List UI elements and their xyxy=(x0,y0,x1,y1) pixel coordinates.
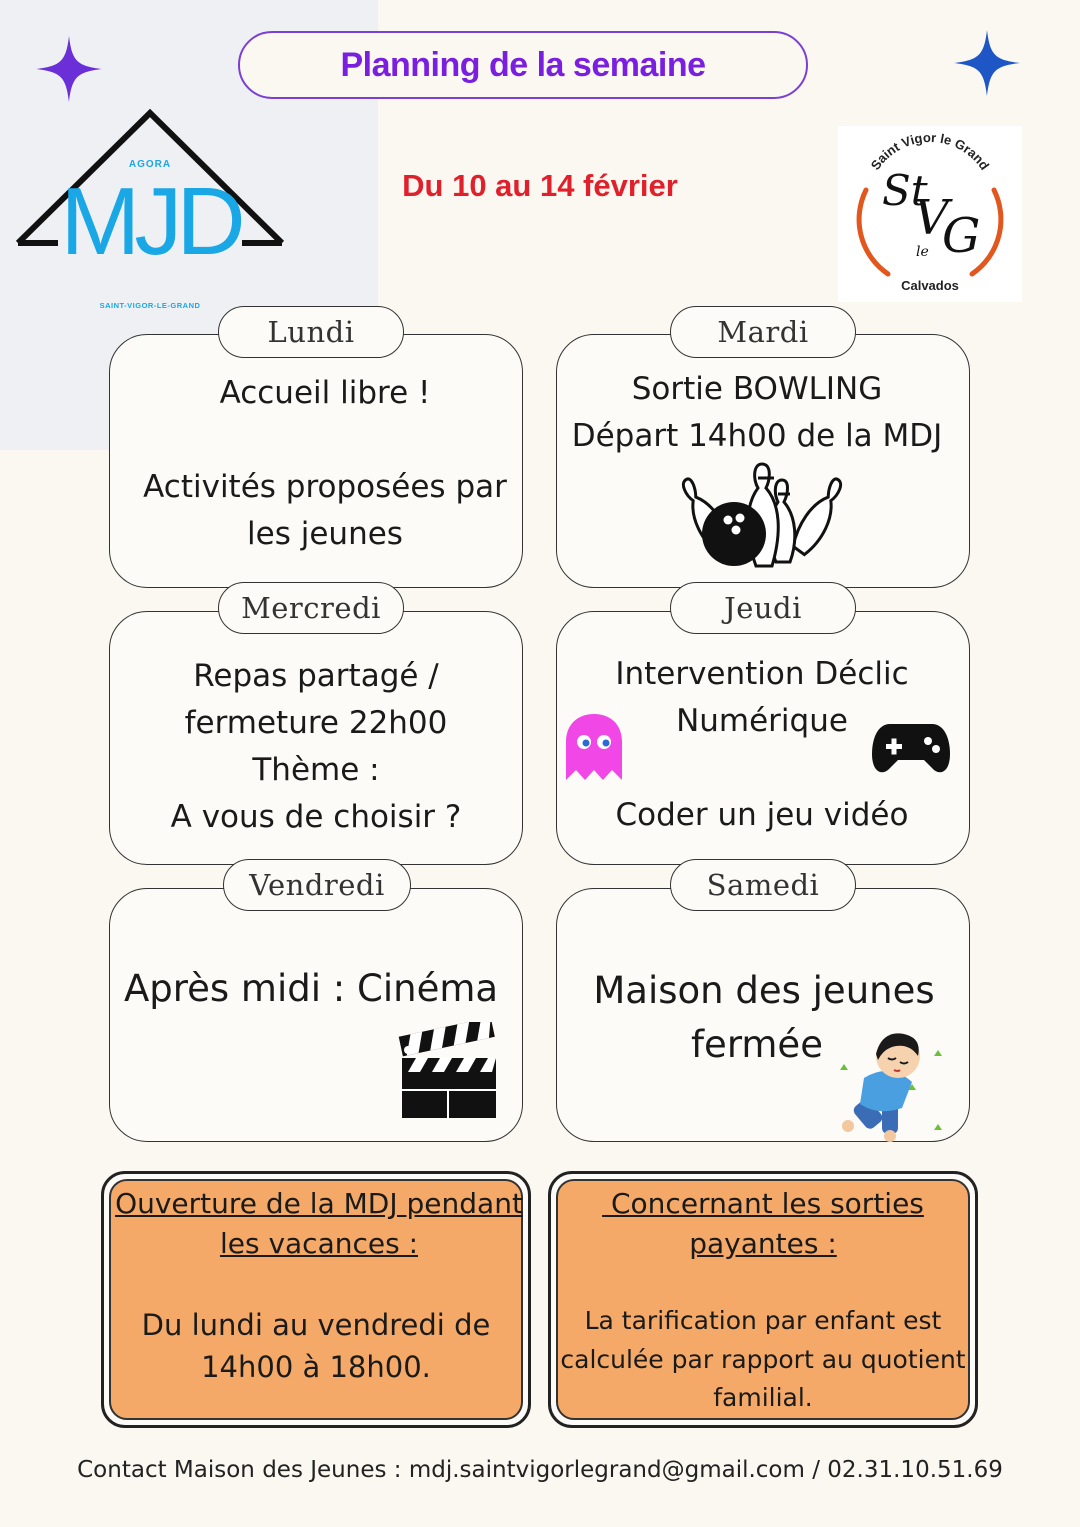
mercredi-content xyxy=(110,653,522,841)
mercredi-line-1: Repas partagé / xyxy=(193,658,439,694)
lundi-line-2 xyxy=(115,417,535,464)
vacances-body xyxy=(109,1304,523,1388)
mercredi-line-2: fermeture 22h00 xyxy=(184,705,448,741)
sparkle-star-blue-icon xyxy=(954,30,1020,96)
jeudi-line-2: Numérique xyxy=(676,703,848,739)
day-label-vendredi: Vendredi xyxy=(223,859,411,911)
sorties-body-line-3: familial. xyxy=(713,1383,813,1412)
day-label-mercredi: Mercredi xyxy=(218,582,404,634)
vacances-heading-line-2: les vacances : xyxy=(219,1227,419,1260)
vacances-body-line-2: 14h00 à 18h00. xyxy=(201,1350,431,1384)
clapperboard-icon xyxy=(398,1022,498,1120)
week-dates: Du 10 au 14 février xyxy=(402,168,678,203)
sorties-heading-line-2: payantes : xyxy=(689,1227,837,1260)
samedi-line-1: Maison des jeunes xyxy=(593,969,935,1012)
mardi-content xyxy=(556,366,958,460)
sleeping-boy-icon xyxy=(838,1026,952,1142)
lundi-line-3: Activités proposées par xyxy=(143,469,507,505)
vacances-heading xyxy=(110,1184,528,1264)
vacances-heading-line-1: Ouverture de la MDJ pendant xyxy=(115,1187,523,1220)
day-label-jeudi: Jeudi xyxy=(670,582,856,634)
samedi-line-2: fermée xyxy=(691,1023,823,1066)
day-label-samedi: Samedi xyxy=(670,859,856,911)
mardi-line-1: Sortie BOWLING xyxy=(631,371,883,407)
bowling-icon xyxy=(678,460,846,574)
svg-logo-le: le xyxy=(916,244,929,260)
svg-logo-st: St xyxy=(882,166,928,215)
logo-town-text: SAINT-VIGOR-LE-GRAND xyxy=(99,301,201,310)
lundi-content xyxy=(115,370,535,558)
day-label-lundi: Lundi xyxy=(218,306,404,358)
svg-logo xyxy=(838,126,1022,302)
svg-logo-arc-top: Saint Vigor le Grand xyxy=(867,129,993,173)
sorties-body xyxy=(556,1302,970,1418)
svg-logo-v: V xyxy=(914,190,949,246)
mardi-line-2: Départ 14h00 de la MDJ xyxy=(571,418,943,454)
svg-logo-g: G xyxy=(942,208,981,264)
ghost-icon xyxy=(562,712,626,782)
page-title: Planning de la semaine xyxy=(238,31,808,99)
lundi-line-4: les jeunes xyxy=(247,516,403,552)
jeudi-line-4: Coder un jeu vidéo xyxy=(615,797,909,833)
vendredi-line-1: Après midi : Cinéma xyxy=(123,967,499,1010)
mercredi-line-4: A vous de choisir ? xyxy=(170,799,462,835)
contact-line: Contact Maison des Jeunes : mdj.saintvigorlegrand@gmail.com / 02.31.10.51.69 xyxy=(77,1457,1003,1483)
mercredi-line-3: Thème : xyxy=(252,752,380,788)
sorties-body-line-2: calculée par rapport au quotient xyxy=(560,1344,966,1374)
logo-agora-text: AGORA xyxy=(128,159,172,170)
sorties-body-line-1: La tarification par enfant est xyxy=(584,1306,942,1335)
jeudi-line-1: Intervention Déclic xyxy=(615,656,909,692)
vendredi-content xyxy=(110,963,512,1015)
sorties-heading xyxy=(556,1184,970,1264)
sparkle-star-purple-icon xyxy=(36,36,102,102)
svg-logo-arc-bottom: Calvados xyxy=(901,278,959,293)
vacances-body-line-1: Du lundi au vendredi de xyxy=(141,1308,491,1342)
sorties-heading-line-1: Concernant les sorties xyxy=(602,1187,924,1220)
day-label-mardi: Mardi xyxy=(670,306,856,358)
mjd-logo xyxy=(10,105,290,320)
gamepad-icon xyxy=(872,720,950,776)
lundi-line-1: Accueil libre ! xyxy=(219,375,431,411)
logo-mjd-letters: MJD xyxy=(60,168,240,275)
